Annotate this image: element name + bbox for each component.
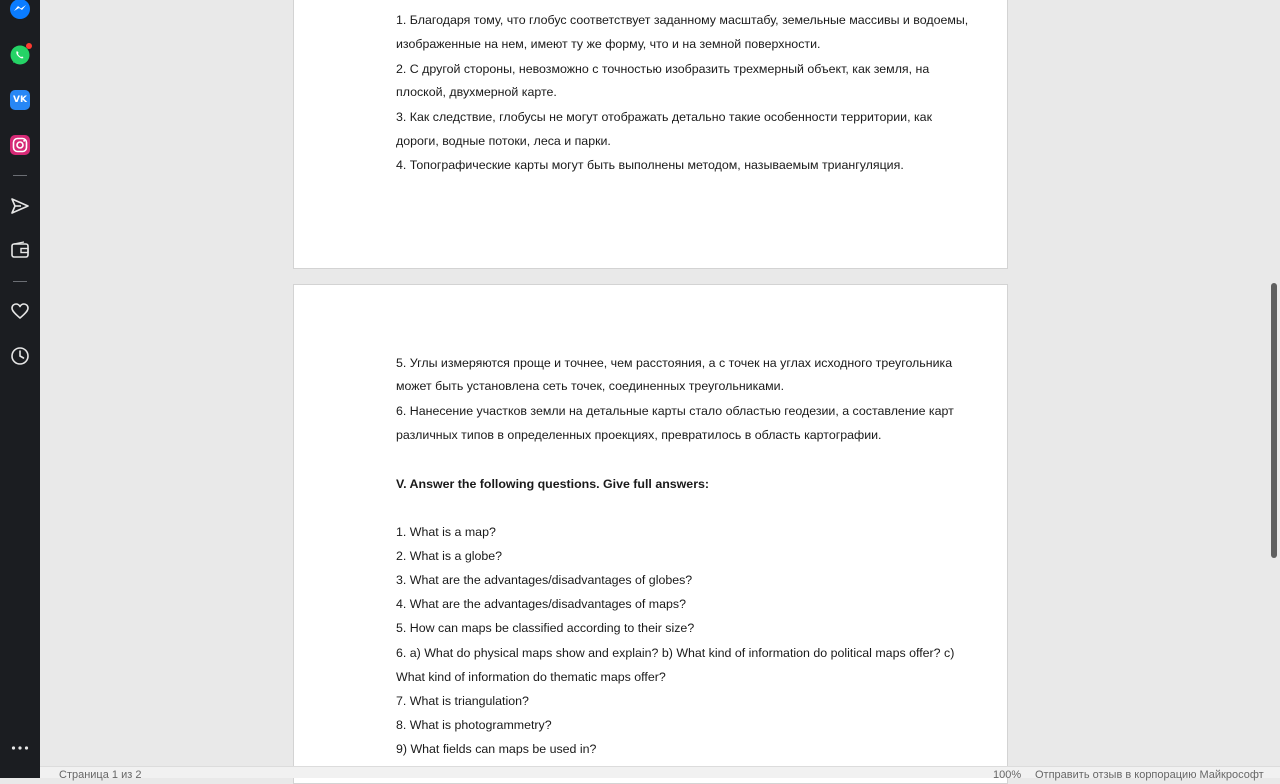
paragraph-line: 6. Нанесение участков земли на детальные карты стало областью геодезии, а составление карт [396, 404, 954, 418]
send-icon[interactable] [9, 195, 31, 217]
paragraph-line: 4. Топографические карты могут быть выполнены методом, называемым триангуляция. [396, 158, 904, 172]
vertical-scrollbar[interactable] [1268, 0, 1280, 766]
feedback-link[interactable]: Отправить отзыв в корпорацию Майкрософт [1035, 769, 1264, 781]
instagram-icon[interactable] [9, 134, 31, 156]
paragraph-line: различных типов в определенных проекциях, превратилось в область картографии. [396, 428, 882, 442]
wallet-icon[interactable] [9, 239, 31, 261]
document-page [293, 284, 1008, 784]
paragraph-line: 2. С другой стороны, невозможно с точностью изобразить трехмерный объект, как земля, на [396, 62, 930, 76]
zoom-level[interactable]: 100% [993, 769, 1022, 781]
paragraph-line: может быть установлена сеть точек, соединенных треугольниками. [396, 379, 785, 393]
question-line: 6. a) What do physical maps show and explain? b) What kind of information do political maps offer? c) [396, 646, 955, 660]
document-page [293, 0, 1008, 269]
question-line: 9) What fields can maps be used in? [396, 742, 597, 756]
app-sidebar [0, 0, 40, 778]
document-viewer[interactable] [40, 0, 1280, 766]
question-line: 2. What is a globe? [396, 549, 503, 563]
paragraph-line: плоской, двухмерной карте. [396, 85, 557, 99]
question-line: 3. What are the advantages/disadvantages of globes? [396, 573, 693, 587]
messenger-icon[interactable] [9, 0, 31, 20]
vk-icon[interactable] [9, 89, 31, 111]
paragraph-line: 5. Углы измеряются проще и точнее, чем расстояния, а с точек на углах исходного треугольника [396, 356, 953, 370]
more-icon[interactable] [9, 737, 31, 759]
question-line: What kind of information do thematic maps offer? [396, 670, 666, 684]
question-line: 1. What is a map? [396, 525, 496, 539]
scrollbar-thumb[interactable] [1271, 283, 1277, 558]
question-line: 4. What are the advantages/disadvantages of maps? [396, 597, 686, 611]
section-heading: V. Answer the following questions. Give full answers: [396, 477, 710, 491]
status-bar [40, 766, 1280, 781]
page-indicator: Страница 1 из 2 [59, 769, 142, 781]
question-line: 5. How can maps be classified according to their size? [396, 621, 695, 635]
sidebar-divider [13, 175, 27, 176]
notification-dot [26, 43, 32, 49]
paragraph-line: 1. Благодаря тому, что глобус соответствует заданному масштабу, земельные массивы и водоемы, [396, 13, 969, 27]
sidebar-divider [13, 281, 27, 282]
paragraph-line: дороги, водные потоки, леса и парки. [396, 134, 611, 148]
question-line: 7. What is triangulation? [396, 694, 529, 708]
clock-icon[interactable] [9, 345, 31, 367]
heart-icon[interactable] [9, 300, 31, 322]
question-line: 8. What is photogrammetry? [396, 718, 552, 732]
vk-label: VK [10, 90, 30, 110]
whatsapp-icon[interactable] [9, 44, 31, 66]
paragraph-line: изображенные на нем, имеют ту же форму, что и на земной поверхности. [396, 37, 821, 51]
paragraph-line: 3. Как следствие, глобусы не могут отображать детально такие особенности территории, как [396, 110, 932, 124]
